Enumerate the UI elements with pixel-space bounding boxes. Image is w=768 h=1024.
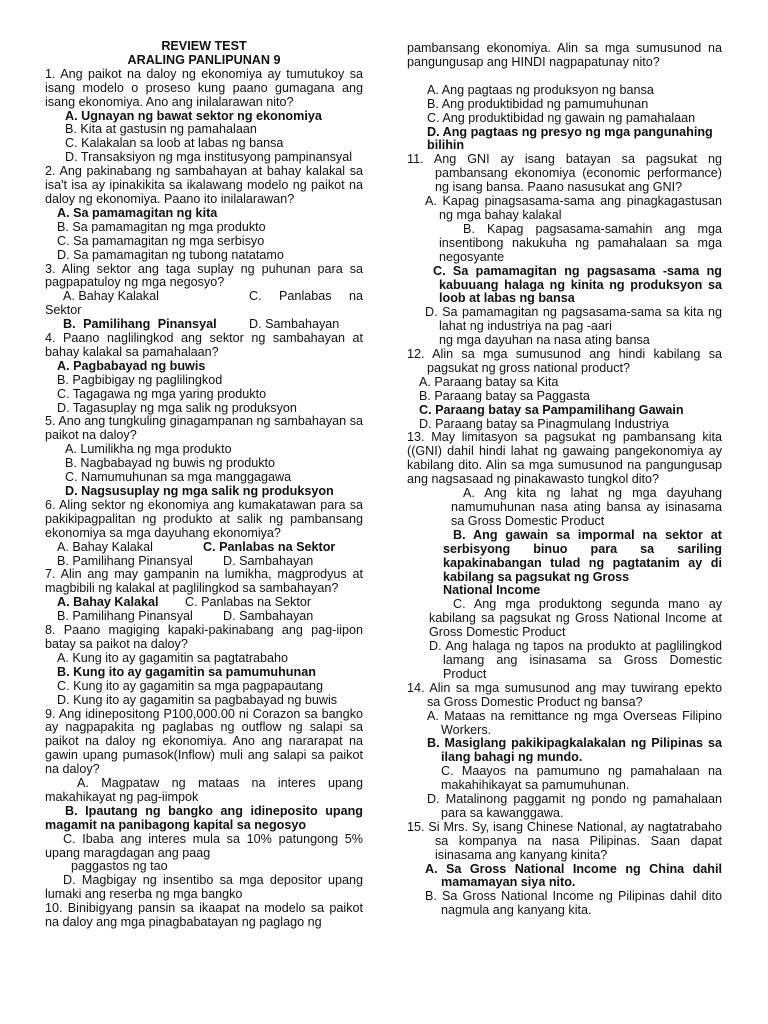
q8-option-b: B. Kung ito ay gagamitin sa pamumuhunan [57,664,316,679]
q4-option-a: A. Pagbabayad ng buwis [57,358,206,373]
q3-option-c: C. Panlabas na [249,289,363,304]
q8-option-d: D. Kung ito ay gagamitin sa pagbabayad ng buwis [57,692,338,707]
q7-option-b: B. Pamilihang Pinansyal [57,609,193,624]
q3-option-b: B. Pamilihang Pinansyal [63,317,217,332]
question-5: 5. Ano ang tungkuling ginagampanan ng sambahayan sa paikot na daloy? [45,414,363,443]
q7-options-row-1 [45,596,363,610]
q9-option-d: D. Magbigay ng insentibo sa mga depositor upang lumaki ang reserba ng mga bangko [45,873,363,902]
question-6: 6. Aling sektor ng ekonomiya ang kumakatawan para sa pakikipagpalitan ng produkto at salik ng pambansang ekonomiya sa mga dayuhang ekonomiya? [45,497,363,540]
q1-option-b: B. Kita at gastusin ng pamahalaan [65,122,257,137]
spacer [407,70,722,84]
q13-option-b-cont: National Income [443,583,541,598]
q3-options-row-2 [45,318,363,332]
q2-option-b: B. Sa pamamagitan ng mga produkto [57,219,266,234]
q3-option-d: D. Sambahayan [249,317,340,332]
q6-option-a: A. Bahay Kalakal [57,539,153,554]
q14-option-b: B. Masiglang pakikipagkalakalan ng Pilipinas sa ilang bahagi ng mundo. [427,736,722,765]
q1-option-c: C. Kalakalan sa loob at labas ng bansa [65,136,284,151]
question-10: 10. Binibigyang pansin sa ikaapat na modelo sa paikot na daloy ang mga pinagbabatayan ng paglago ng [45,901,363,930]
question-8: 8. Paano magiging kapaki-pakinabang ang pag-iipon batay sa paikot na daloy? [45,623,363,651]
q11-option-b: B. Kapag pagsasama-samahin ang mga insentibong nakukuha ng pamahalaan sa mga negosyante [439,221,722,264]
q1-option-d: D. Transaksiyon ng mga institusyong pampinansyal [65,150,353,165]
q9-option-c: C. Ibaba ang interes mula sa 10% patungong 5% upang maragdagan ang paag [45,831,363,860]
q12-option-d: D. Paraang batay sa Pinagmulang Industriya [419,416,669,431]
right-column [407,42,722,918]
q7-option-c: C. Panlabas na Sektor [185,595,312,610]
q6-option-d: D. Sambahayan [223,553,314,568]
q9-option-b: B. Ipautang ng bangko ang idineposito upang magamit na panibagong kapital sa negosyo [45,803,363,832]
q8-option-c: C. Kung ito ay gagamitin sa mga pagpapautang [57,678,324,693]
question-2: 2. Ang pakinabang ng sambahayan at bahay kalakal sa isa't isa ay ipinakikita sa ikalawang modelo ng paikot na daloy ng ekonomiya. Paano ito inilalarawan? [45,164,363,206]
q13-option-b: B. Ang gawain sa impormal na sektor at serbisyong binuo para sa sariling kapakinabangan tulad ng pagtatanim ay di kabilang sa pagsukat ng Gross [443,527,722,584]
q13-option-c: C. Ang mga produktong segunda mano ay kabilang sa pagsukat ng Gross National Income at Gross Domestic Product [429,597,722,640]
q1-option-a: A. Ugnayan ng bawat sektor ng ekonomiya [65,108,322,123]
q11-option-a: A. Kapag pinagsasama-sama ang pinagkagastusan ng mga bahay kalakal [425,194,722,222]
q4-option-b: B. Pagbibigay ng paglilingkod [57,372,223,387]
q9-option-a: A. Magpataw ng mataas na interes upang makahikayat ng pag-iimpok [45,776,363,804]
question-12: 12. Alin sa mga sumusunod ang hindi kabilang sa pagsukat ng gross national product? [407,347,722,375]
q7-options-row-2 [45,610,363,624]
q4-option-c: C. Tagagawa ng mga yaring produkto [57,386,267,401]
q12-option-c: C. Paraang batay sa Pampamilihang Gawain [419,402,684,417]
q11-option-d-cont: ng mga dayuhan na nasa ating bansa [439,333,650,348]
q6-options-row-2 [45,555,363,569]
q10-option-d [407,126,722,154]
question-4: 4. Paano naglilingkod ang sektor ng sambahayan at bahay kalakal sa pamahalaan? [45,331,363,359]
q5-option-d: D. Nagsusuplay ng mga salik ng produksyon [65,484,334,498]
q6-option-c: C. Panlabas na Sektor [203,539,336,554]
q2-option-a: A. Sa pamamagitan ng kita [57,205,218,220]
q5-option-b: B. Nagbabayad ng buwis ng produkto [65,456,276,471]
q10-option-c: C. Ang produktibidad ng gawain ng pamahalaan [427,110,696,125]
q15-option-b: B. Sa Gross National Income ng Pilipinas dahil dito nagmula ang kanyang kita. [425,889,722,918]
question-13: 13. May limitasyon sa pagsukat ng pambansang kita ((GNI) dahil hindi lahat ng gawaing pangekonomiya ay kabilang dito. Alin sa mga sumusunod na pangungusap ang nagsasaad ng pinakawasto tungkol dito? [407,430,722,487]
page-subtitle: ARALING PANLIPUNAN 9 [127,52,281,67]
question-15: 15. Si Mrs. Sy, isang Chinese National, ay nagtatrabaho sa kompanya na nasa Pilipinas. Saan dapat isinasama ang kanyang kinita? [407,819,722,862]
q2-option-d: D. Sa pamamagitan ng tubong natatamo [57,247,284,262]
q12-option-a: A. Paraang batay sa Kita [419,374,559,389]
q14-option-c: C. Maayos na pamumuno ng pamahalaan na makahihikayat sa pamumuhunan. [441,764,722,793]
q11-option-c: C. Sa pamamagitan ng pagsasama -sama ng kabuuang halaga ng kinita ng produksyon sa loob at labas ng bansa [433,263,722,306]
q5-option-a: A. Lumilikha ng mga produkto [65,442,232,457]
q13-option-d: D. Ang halaga ng tapos na produkto at paglilingkod lamang ang isinasama sa Gross Domestic Product [429,639,722,681]
question-9: 9. Ang idinepositong P100,000.00 ni Corazon sa bangko ay nagpapakita ng paglabas ng outflow ng salapi sa paikot na daloy ng ekonomiya. Ano ang nararapat na gawin upang pumasok(Inflow) muli ang salapi sa paikot na daloy? [45,706,363,777]
q7-option-d: D. Sambahayan [223,609,314,624]
question-3: 3. Aling sektor ang taga suplay ng puhunan para sa pagpapatuloy ng mga negosyo? [45,261,363,290]
question-10-cont: pambansang ekonomiya. Alin sa mga sumusunod na pangungusap ang HINDI nagpapatunay nito? [407,41,722,69]
question-14: 14. Alin sa mga sumusunod ang may tuwirang epekto sa Gross Domestic Product ng bansa? [407,680,722,709]
q11-option-d: D. Sa pamamagitan ng pagsasama-sama sa kita ng lahat ng industriya na pag -aari [425,305,722,334]
question-1: 1. Ang paikot na daloy ng ekonomiya ay tumutukoy sa isang modelo o proseso kung paano gumagana ang isang ekonomiya. Ano ang inilalarawan nito? [45,66,363,109]
q7-option-a: A. Bahay Kalakal [57,595,159,610]
question-11: 11. Ang GNI ay isang batayan sa pagsukat ng pambansang ekonomiya (economic performance) ng isang bansa. Paano nasusukat ang GNI? [407,152,722,195]
q8-option-a: A. Kung ito ay gagamitin sa pagtatrabaho [57,650,289,665]
q6-options-row-1 [45,541,363,555]
q2-option-c: C. Sa pamamagitan ng mga serbisyo [57,233,265,248]
q5-option-c: C. Namumuhunan sa mga manggagawa [65,470,292,485]
q3-option-c-cont: Sektor [45,303,82,318]
q3-option-a: A. Bahay Kalakal [63,289,159,304]
q14-option-d: D. Matalinong paggamit ng pondo ng pamahalaan para sa kawanggawa. [427,792,722,820]
q4-option-d: D. Tagasuplay ng mga salik ng produksyon [57,400,297,415]
left-column [45,40,363,930]
q10-option-b: B. Ang produktibidad ng pamumuhunan [427,96,649,111]
question-7: 7. Alin ang may gampanin na lumikha, magprodyus at magbibili ng kalakal at paglilingkod sa sambahayan? [45,567,363,596]
q15-option-a: A. Sa Gross National Income ng China dahil mamamayan siya nito. [425,861,722,890]
q6-option-b: B. Pamilihang Pinansyal [57,553,193,568]
q3-options-row-1 [45,290,363,304]
q10-option-a: A. Ang pagtaas ng produksyon ng bansa [427,82,654,97]
q14-option-a: A. Mataas na remittance ng mga Overseas Filipino Workers. [427,708,722,737]
q12-option-b: B. Paraang batay sa Paggasta [419,388,590,403]
q10-option-d-text: D. Ang pagtaas ng presyo ng mga pangunahing bilihin [427,124,713,153]
q9-option-c-cont: paggastos ng tao [71,859,168,874]
q13-option-a: A. Ang kita ng lahat ng mga dayuhang namumuhunan nasa ating bansa ay isinasama sa Gross Domestic Product [451,486,722,528]
page-title: REVIEW TEST [161,39,247,53]
